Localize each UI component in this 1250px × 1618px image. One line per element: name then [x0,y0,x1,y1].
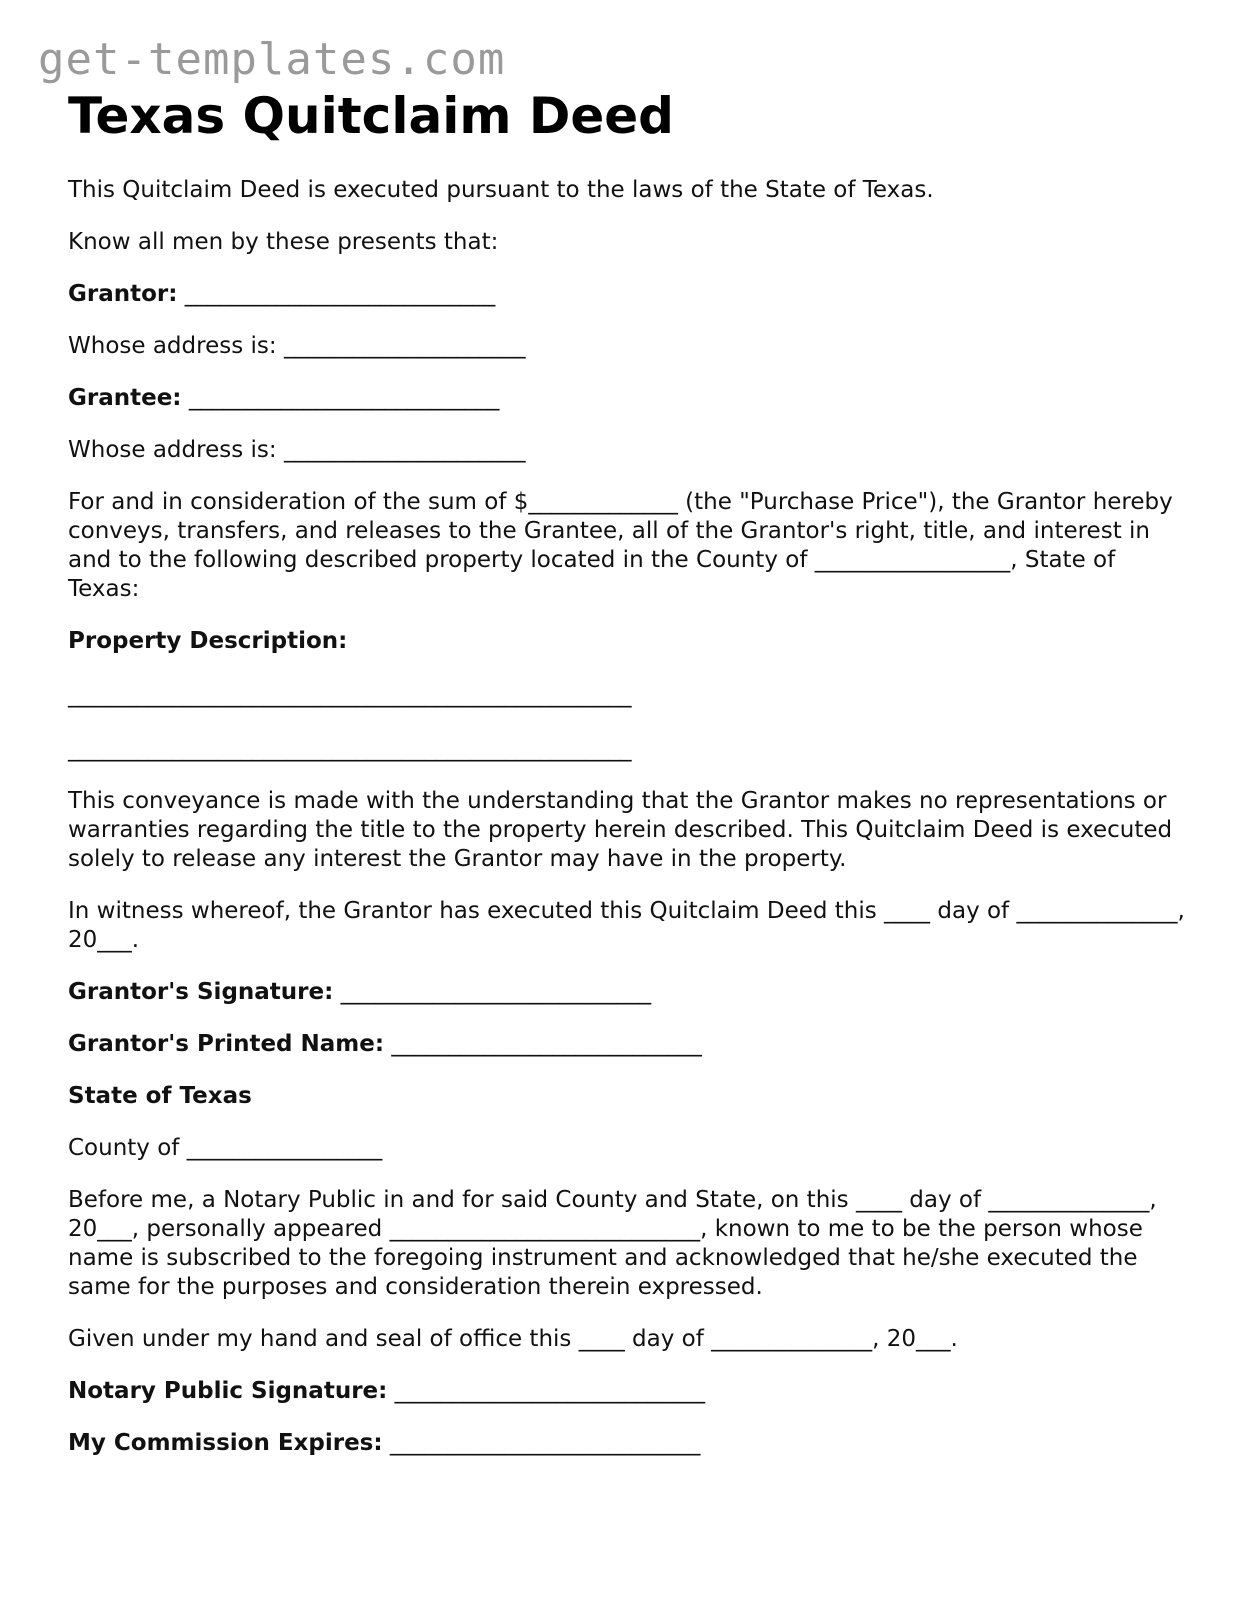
watermark: get-templates.com [38,34,506,85]
commission-expires-field [68,1429,1188,1458]
grantor-field [68,280,1188,309]
property-line-1: _________________________________________________ [68,682,632,708]
property-description-label: Property Description: [68,628,348,654]
grantor-printed-name-field [68,1030,1188,1059]
notary-signature-label: Notary Public Signature: [68,1378,388,1404]
grantor-printed-name-label: Grantor's Printed Name: [68,1031,385,1057]
commission-expires-blank: ___________________________ [382,1430,701,1456]
witness-paragraph: In witness whereof, the Grantor has executed this Quitclaim Deed this ____ day of ______________, 20___. [68,898,1193,953]
grantor-signature-blank: ___________________________ [333,979,652,1005]
consideration-paragraph: For and in consideration of the sum of $_____________ (the "Purchase Price"), the Grantor hereby conveys, transfers, and releases to the Grantee, all of the Grantor's right, title, and interest in and to the following described property located in the County of _________________, State of Texas: [68,489,1181,602]
notary-signature-blank: ___________________________ [387,1378,706,1404]
grantor-label: Grantor: [68,281,178,307]
grantee-address-field: Whose address is: _____________________ [68,437,526,463]
grantor-printed-name-blank: ___________________________ [384,1031,702,1057]
commission-expires-label: My Commission Expires: [68,1430,383,1456]
grantor-signature-label: Grantor's Signature: [68,979,334,1005]
intro-paragraph: This Quitclaim Deed is executed pursuant to the laws of the State of Texas. [68,177,934,203]
county-field: County of _________________ [68,1135,383,1161]
grantor-blank: ___________________________ [177,281,496,307]
grantee-field [68,384,1188,413]
document-title: Texas Quitclaim Deed [68,87,674,145]
document-page [68,86,1193,1481]
know-all-paragraph: Know all men by these presents that: [68,229,499,255]
grantee-blank: ___________________________ [181,385,500,411]
state-heading: State of Texas [68,1083,252,1109]
notary-paragraph: Before me, a Notary Public in and for said County and State, on this ____ day of ______________, 20___, personally appeared ___________________________, known to me to be the person whose name is subscribed to the foregoing instrument and acknowledged that he/she executed the same for the purposes and consideration therein expressed. [68,1187,1164,1300]
property-line-2: _________________________________________________ [68,736,632,762]
grantor-address-field: Whose address is: _____________________ [68,333,526,359]
conveyance-paragraph: This conveyance is made with the understanding that the Grantor makes no representations or warranties regarding the title to the property herein described. This Quitclaim Deed is executed solely to release any interest the Grantor may have in the property. [68,788,1180,872]
grantee-label: Grantee: [68,385,182,411]
given-paragraph: Given under my hand and seal of office this ____ day of ______________, 20___. [68,1326,958,1352]
grantor-signature-field [68,978,1188,1007]
notary-signature-field [68,1377,1188,1406]
